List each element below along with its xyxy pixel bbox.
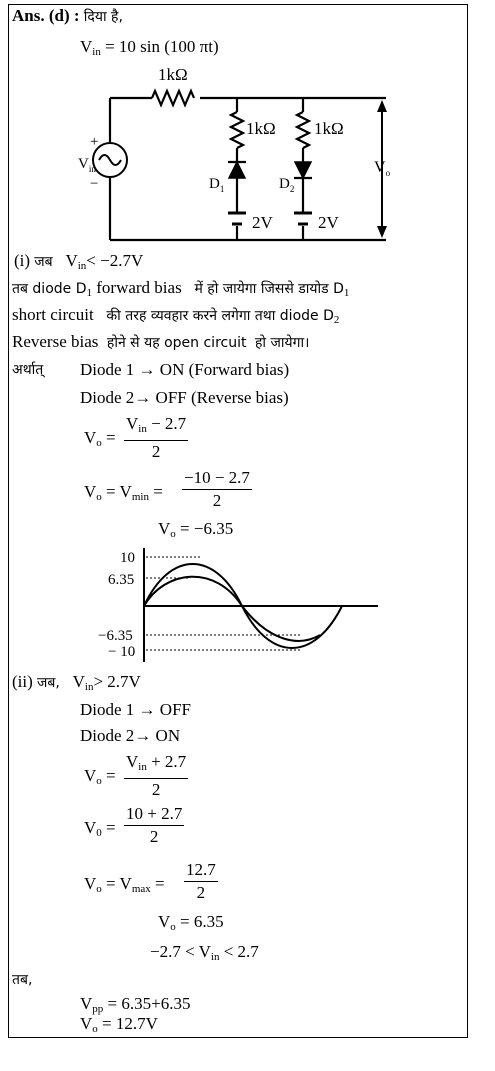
final-vo: $V_o = 12.7V$ [80,1014,158,1035]
label-bat1: 2V [252,213,273,232]
case2-diode1: Diode 1 → OFF [80,700,191,719]
case1-eq1-fraction: $V_{in} - 2.7$ 2 [126,414,187,461]
tick-m635: −6.35 [98,628,133,644]
diode-d2-icon [294,162,312,188]
case1-eq1-lhs: $V_o$ = [84,428,116,449]
final-tab: तब, [12,972,33,988]
label-minus: − [90,176,99,192]
waveform-graph [0,540,495,665]
label-r-series: 1kΩ [158,65,188,84]
case1-heading: (i) जब $V_{in}< -2.7V$ [14,251,144,272]
tick-10: 10 [120,550,135,566]
label-bat2: 2V [318,213,339,232]
resistor-branch-2 [297,112,309,148]
label-d1: $D_1$ [209,176,225,194]
series-resistor [152,91,194,105]
case1-eq2-fraction: $\frac{-10 - 2.7}{2}$ [184,468,250,510]
case2-eq1-fraction: $V_{in} + 2.7$ 2 [126,752,187,799]
final-vpp: $V_{pp} = 6.35+6.35$ [80,994,191,1015]
label-vin: $V_{in}$ [78,156,96,174]
case1-eq2-lhs: $V_o = V_{min}$ = [84,482,163,503]
resistor-branch-1 [231,112,243,148]
case2-eq1-lhs: $V_o$ = [84,766,116,787]
case1-diode2: Diode 2→ OFF (Reverse bias) [80,388,289,407]
case2-range: $-2.7 < V_{in} < 2.7$ [150,942,259,963]
tick-m10: − 10 [108,644,136,660]
label-r2: 1kΩ [314,119,344,138]
case1-line1: तब diode $D_1$ forward bias में हो जायेगा जिससे डायोड $D_1$ [12,278,350,299]
case2-eq2-lhs: $V_0$ = [84,818,116,839]
label-d2: $D_2$ [279,176,295,194]
arthat-label: अर्थात् [12,362,44,378]
case1-line3: Reverse bias होने से यह open circuit हो जायेगा। [12,332,310,351]
battery-2-icon [294,213,312,224]
label-plus: + [90,134,99,150]
case2-eq3-fraction: $\frac{12.7}{2}$ [186,860,216,902]
answer-label: Ans. (d) : दिया है, [12,6,123,25]
case1-eq3: $V_o = -6.35$ [158,519,234,540]
case2-eq2-fraction: $\frac{10 + 2.7}{2}$ [126,804,183,846]
vin-equation: $V_{in} = 10$ sin (100 πt) [80,37,219,58]
circuit-diagram [0,60,495,245]
case2-heading: (ii) जब, $V_{in}> 2.7V$ [12,672,141,693]
output-wave [144,577,320,641]
battery-1-icon [228,213,246,224]
label-vo: $V_o$ [374,159,391,178]
diode-d1-icon [228,162,246,188]
tick-635: 6.35 [108,572,135,588]
case2-diode2: Diode 2→ ON [80,726,181,745]
case2-eq3-lhs: $V_o = V_{max}$ = [84,874,165,895]
case2-eq4: $V_o = 6.35$ [158,912,224,933]
case1-diode1: Diode 1 → ON (Forward bias) [80,360,290,379]
label-r1: 1kΩ [246,119,276,138]
case1-line2: short circuit की तरह व्यवहार करने लगेगा तथा diode $D_2$ [12,305,340,326]
